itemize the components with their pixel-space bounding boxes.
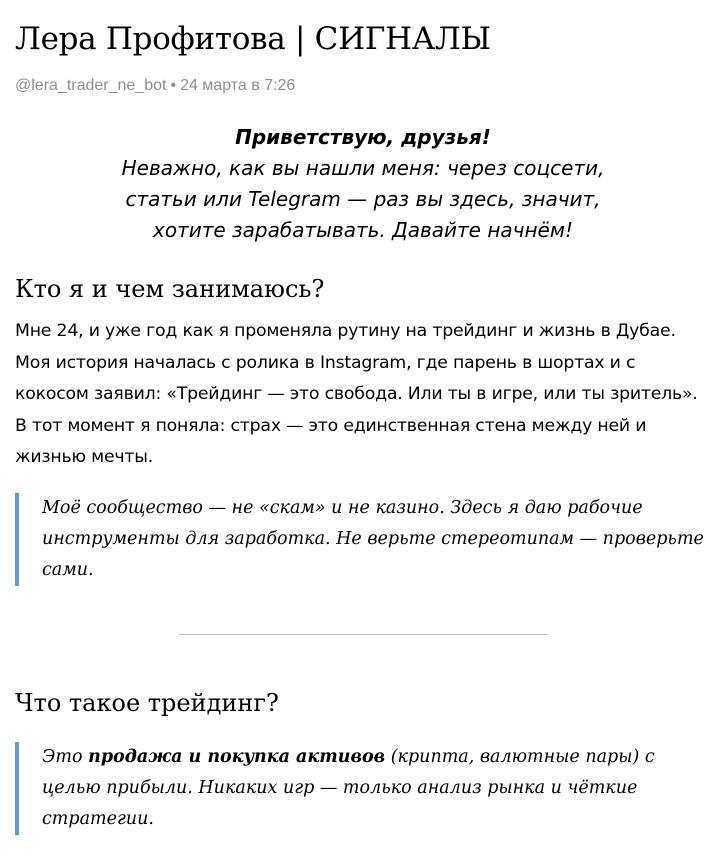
section-heading-who: Кто я и чем занимаюсь? [15,275,325,303]
quote-suffix: (крипта, валютные пары) с целью прибыли. Никаких игр — только анализ рынка и чёткие стратегии. [42,746,655,829]
meta-separator: • [170,77,177,94]
publish-date: 24 марта в 7:26 [180,77,296,94]
article-title: Лера Профитова | СИГНАЛЫ [15,21,491,57]
intro-greeting: Приветствую, друзья! [235,125,491,149]
intro-line: Неважно, как вы нашли меня: через соцсети, [121,156,605,180]
intro-line: статьи или Telegram — раз вы здесь, значит, [125,187,601,211]
article-meta [15,75,711,97]
intro-line: хотите зарабатывать. Давайте начнём! [153,218,573,242]
section-paragraph: Мне 24, и уже год как я променяла рутину на трейдинг и жизнь в Дубае. Моя история началась с ролика в Instagram, где парень в шортах и с кокосом заявил: «Трейдинг — это свобода. Или ты в игре, или ты зритель». В тот момент я поняла: страх — это единственная стена между ней и жизнью мечты. [15,321,698,467]
intro-block [15,122,711,246]
author-link[interactable]: @lera_trader_ne_bot [15,77,167,94]
quote-bold-term: продажа и покупка активов [88,746,386,767]
blockquote-community: Моё сообщество — не «скам» и не казино. Здесь я даю рабочие инструменты для заработка. Не верьте стереотипам — проверьте сами. [15,493,711,586]
section-heading-trading: Что такое трейдинг? [15,688,279,717]
blockquote-trading-definition [15,742,711,835]
quote-prefix: Это [42,746,89,767]
section-divider [179,634,548,635]
